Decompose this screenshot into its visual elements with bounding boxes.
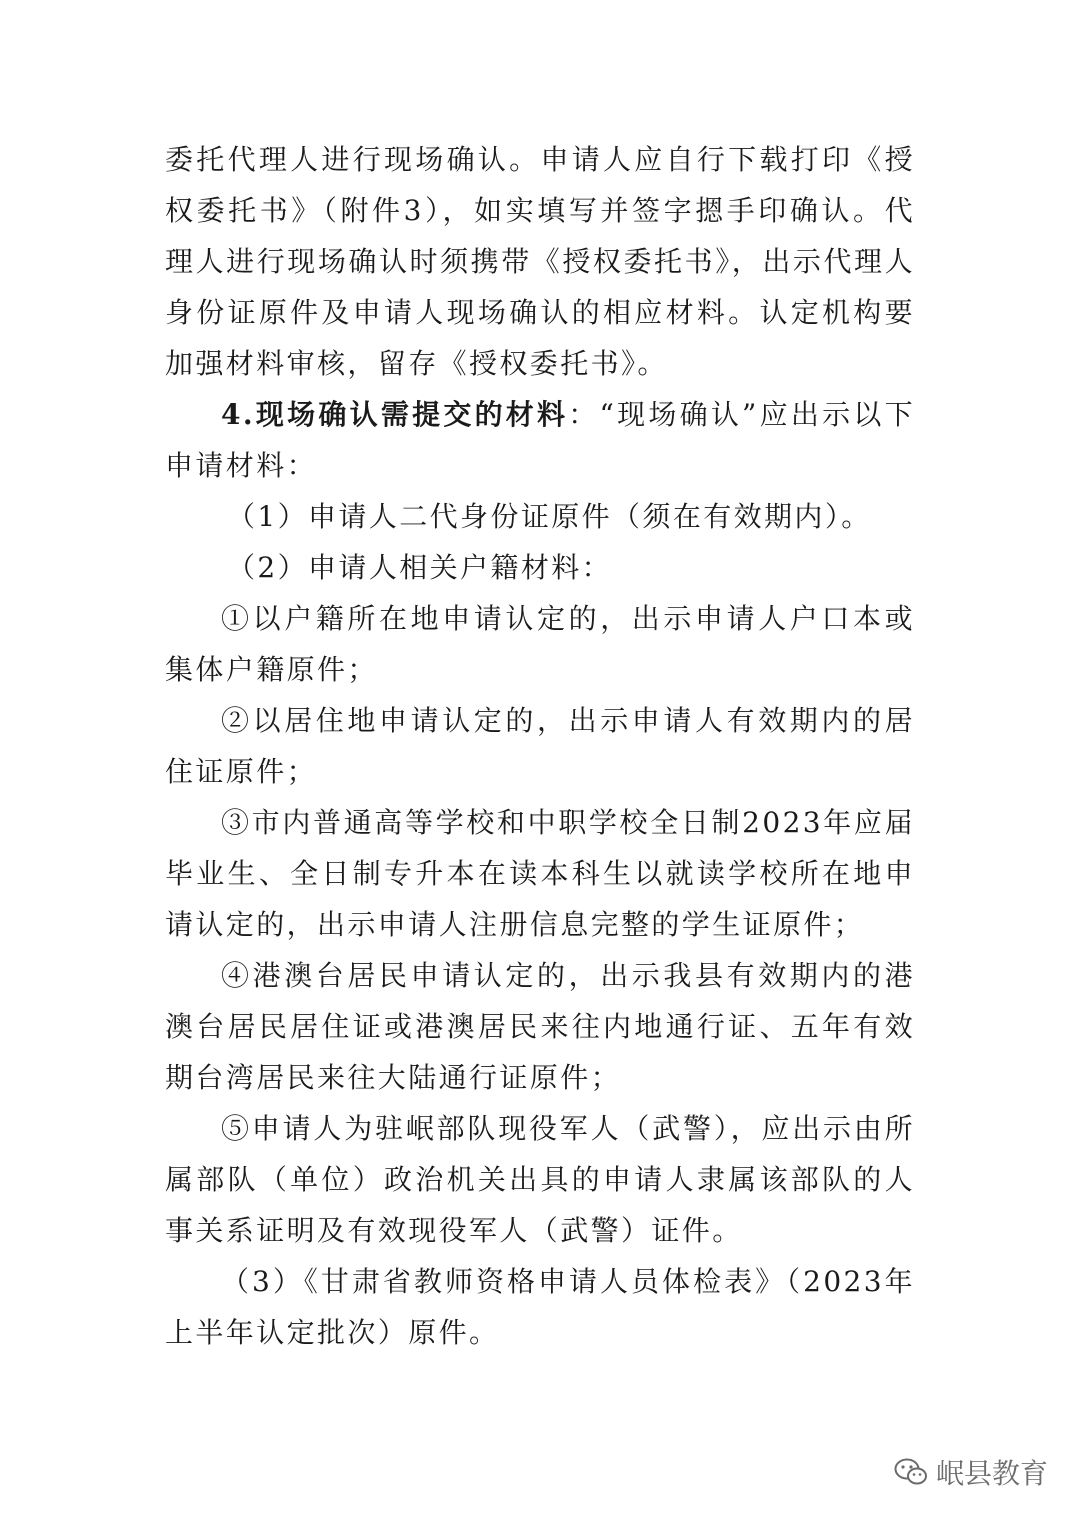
paragraph-subitem-3: ③市内普通高等学校和中职学校全日制2023年应届毕业生、全日制专升本在读本科生以就读学校所在地申请认定的，出示申请人注册信息完整的学生证原件；: [165, 806, 915, 941]
paragraph-subitem-2: ②以居住地申请认定的，出示申请人有效期内的居住证原件；: [165, 704, 915, 788]
wechat-icon: [894, 1458, 928, 1486]
paragraph-materials-heading: [165, 389, 915, 491]
paragraph-item-2: （2）申请人相关户籍材料：: [227, 551, 613, 584]
source-watermark: [894, 1452, 1048, 1492]
paragraph-subitem-4: ④港澳台居民申请认定的，出示我县有效期内的港澳台居民居住证或港澳居民来往内地通行证、五年有效期台湾居民来往大陆通行证原件；: [165, 959, 915, 1094]
watermark-label: 岷县教育: [935, 1457, 1048, 1490]
paragraph-subitem-1: ①以户籍所在地申请认定的，出示申请人户口本或集体户籍原件；: [165, 602, 915, 686]
document-page: [165, 134, 915, 1358]
paragraph-subitem-5: ⑤申请人为驻岷部队现役军人（武警），应出示由所属部队（单位）政治机关出具的申请人隶属该部队的人事关系证明及有效现役军人（武警）证件。: [165, 1112, 915, 1247]
section-heading: 4.现场确认需提交的材料: [221, 398, 569, 431]
section-heading-text: ：“现场确认”应出示以下申请材料：: [165, 398, 915, 482]
paragraph-proxy-confirmation: 委托代理人进行现场确认。申请人应自行下载打印《授权委托书》（附件3），如实填写并签字摁手印确认。代理人进行现场确认时须携带《授权委托书》，出示代理人身份证原件及申请人现场确认的相应材料。认定机构要加强材料审核，留存《授权委托书》。: [165, 143, 915, 380]
paragraph-item-3: （3）《甘肃省教师资格申请人员体检表》（2023年上半年认定批次）原件。: [165, 1265, 915, 1349]
paragraph-item-1: （1）申请人二代身份证原件（须在有效期内）。: [227, 500, 872, 533]
